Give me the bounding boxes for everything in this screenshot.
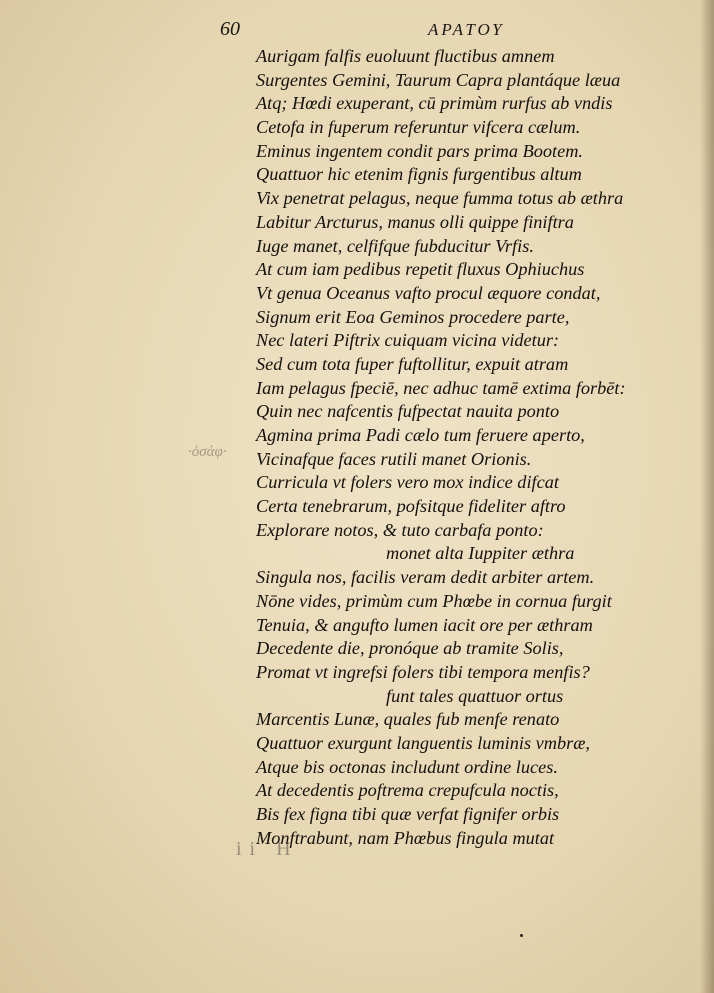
ink-speck: [520, 934, 523, 937]
verse-line: Iuge manet, celfifque fubducitur Vrfis.: [256, 235, 534, 256]
verse-line: monet alta Iuppiter æthra: [386, 543, 575, 564]
ink-bleed-through: ·ὀσάφ·: [188, 444, 227, 460]
verse-line: Quattuor exurgunt languentis luminis vmbræ,: [256, 732, 590, 753]
verse-line: Monftrabunt, nam Phœbus fingula mutat: [256, 827, 555, 848]
verse-line: Promat vt ingrefsi folers tibi tempora menfis?: [256, 661, 590, 682]
running-head: ΑΡΑΤΟΥ: [428, 20, 505, 39]
verse-line: Atq; Hœdi exuperant, cū primùm rurfus ab vndis: [256, 93, 613, 114]
verse-line: funt tales quattuor ortus: [386, 685, 564, 706]
verse-line: Labitur Arcturus, manus olli quippe finiftra: [256, 211, 574, 232]
poem-text-block: [256, 45, 696, 850]
verse-line: Decedente die, pronóque ab tramite Solis,: [256, 638, 564, 659]
verse-line: Nōne vides, primùm cum Phœbe in cornua furgit: [256, 590, 612, 611]
verse-line: Atque bis octonas includunt ordine luces.: [256, 756, 558, 777]
verse-line: Explorare notos, & tuto carbafa ponto:: [256, 519, 544, 540]
verse-line: Quin nec nafcentis fufpectat nauita ponto: [256, 401, 560, 422]
verse-line: Cetofa in fuperum referuntur vifcera cælum.: [256, 117, 581, 138]
verse-line: Marcentis Lunæ, quales fub menfe renato: [256, 709, 560, 730]
verse-line: Surgentes Gemini, Taurum Capra plantáque læua: [256, 69, 621, 90]
signature-mark: ii H: [236, 838, 299, 860]
verse-line: At decedentis poftrema crepufcula noctis,: [256, 780, 559, 801]
verse-line: Sed cum tota fuper fuftollitur, expuit atram: [256, 353, 569, 374]
verse-line: At cum iam pedibus repetit fluxus Ophiuchus: [256, 259, 585, 280]
page-number: 60: [220, 18, 240, 40]
verse-line: Aurigam falfis euoluunt fluctibus amnem: [256, 46, 555, 66]
verse-line: Singula nos, facilis veram dedit arbiter artem.: [256, 567, 595, 588]
verse-line: Nec lateri Piftrix cuiquam vicina videtur:: [256, 330, 560, 351]
verse-line: Vix penetrat pelagus, neque fumma totus ab æthra: [256, 188, 624, 209]
verse-line: Tenuia, & angufto lumen iacit ore per æthram: [256, 614, 593, 635]
verse-line: Signum erit Eoa Geminos procedere parte,: [256, 306, 570, 327]
verse-line: Eminus ingentem condit pars prima Bootem.: [256, 140, 584, 161]
verse-line: Vicinafque faces rutili manet Orionis.: [256, 448, 532, 469]
page-edge-shadow: [700, 0, 714, 993]
verse-line: Quattuor hic etenim fignis furgentibus altum: [256, 164, 582, 185]
verse-line: Iam pelagus fpeciē, nec adhuc tamē extima forbēt:: [256, 377, 626, 398]
verse-line: Agmina prima Padi cælo tum feruere aperto,: [256, 425, 585, 445]
verse-line: Bis fex figna tibi quæ verfat fignifer orbis: [256, 804, 560, 824]
verse-line: Vt genua Oceanus vafto procul æquore condat,: [256, 282, 601, 303]
verse-line: Curricula vt folers vero mox indice difcat: [256, 472, 559, 493]
verse-line: Certa tenebrarum, pofsitque fideliter aftro: [256, 496, 566, 517]
